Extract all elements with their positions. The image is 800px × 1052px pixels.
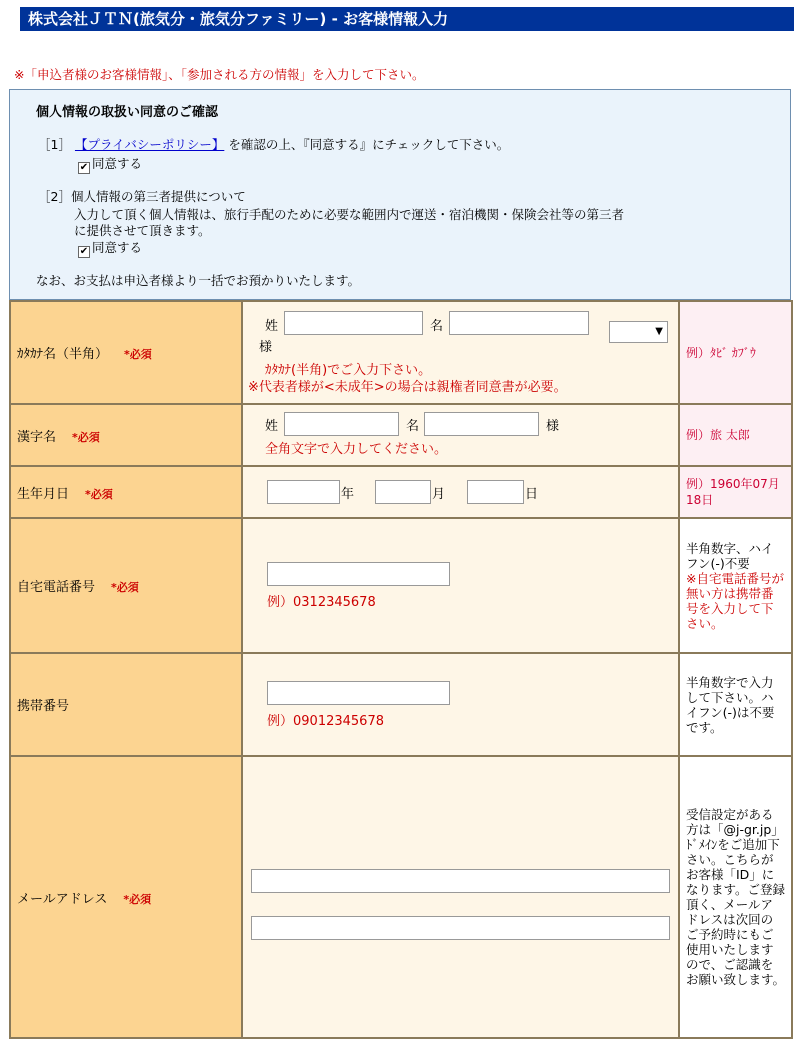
mobile-input-cell: [242, 653, 679, 756]
mobile-example: 例）09012345678: [267, 714, 384, 729]
home-phone-row: [10, 518, 792, 653]
email-confirm-input[interactable]: [251, 916, 670, 940]
home-phone-note: 半角数字、ハイフン(-)不要: [686, 540, 774, 571]
birth-year-label: 年: [341, 487, 355, 502]
kanji-label-cell: [10, 404, 242, 466]
kanji-row: [10, 404, 792, 466]
kanji-input-cell: [242, 404, 679, 466]
consent-item-2-line2: に提供させて頂きます。: [74, 223, 211, 238]
kana-sama-label: 様: [259, 340, 273, 355]
birth-month-label: 月: [432, 487, 446, 502]
agree-label-1: 同意する: [92, 156, 143, 171]
kana-example: 例）ﾀﾋﾞ ｶﾌﾞｳ: [679, 301, 792, 404]
required-mark: *必須: [72, 430, 100, 444]
home-phone-note-cell: [679, 518, 792, 653]
kana-label: ｶﾀｶﾅ名（半角）: [17, 347, 109, 362]
consent-heading: 個人情報の取扱い同意のご確認: [36, 105, 219, 120]
birth-year-input[interactable]: [267, 480, 340, 504]
mobile-row: [10, 653, 792, 756]
consent-item-1-prefix: ［1］: [38, 137, 71, 152]
birthdate-row: [10, 466, 792, 518]
email-input-cell: [242, 756, 679, 1038]
chevron-down-icon: ▼: [655, 326, 663, 337]
kanji-sama-label: 様: [546, 419, 560, 434]
required-mark: *必須: [111, 581, 139, 594]
kanji-mei-label: 名: [406, 419, 420, 434]
kanji-mei-input[interactable]: [424, 412, 539, 436]
email-label: メールアドレス: [17, 891, 108, 907]
birthdate-input-cell: [242, 466, 679, 518]
mobile-label-cell: [10, 653, 242, 756]
input-notice: ※「申込者様のお客様情報」、「参加される方の情報」を入力して下さい。: [14, 67, 425, 82]
privacy-policy-link[interactable]: 【プライバシーポリシー】: [74, 137, 225, 152]
home-phone-note-red: ※自宅電話番号が無い方は携帯番号を入力して下さい。: [686, 570, 784, 631]
agree-checkbox-2[interactable]: ✔: [79, 246, 89, 257]
mobile-label: 携帯番号: [17, 699, 70, 714]
payment-note: なお、お支払は申込者様より一括でお預かりいたします。: [36, 273, 361, 288]
consent-box: [9, 89, 791, 300]
kana-sei-label: 姓: [265, 319, 279, 334]
agree-checkbox-1[interactable]: ✔: [79, 162, 89, 173]
email-row: [10, 756, 792, 1038]
birthdate-label: 生年月日: [17, 486, 70, 502]
home-phone-input-cell: [242, 518, 679, 653]
kanji-hint: 全角文字で入力してください。: [265, 442, 448, 457]
birth-day-input[interactable]: [467, 480, 524, 504]
required-mark: *必須: [123, 892, 152, 906]
home-phone-example: 例）0312345678: [267, 595, 376, 610]
kana-mei-label: 名: [430, 319, 444, 334]
minor-consent-hint: ※代表者様が<未成年>の場合は親権者同意書が必要。: [248, 380, 567, 395]
customer-form-table: [9, 300, 793, 1039]
birthdate-example: 例）1960年07月18日: [679, 466, 792, 518]
agree-checkbox-1-row[interactable]: [78, 154, 142, 174]
kanji-example: 例）旅 太郎: [679, 404, 792, 466]
home-phone-input[interactable]: [267, 562, 450, 586]
title-select[interactable]: [609, 321, 668, 343]
email-note: 受信設定がある方は「@j-gr.jp」ﾄﾞﾒｲﾝをご追加下さい。こちらがお客様「ID」になります。ご登録頂く、メールアドレスは次回のご予約時にもご使用いたしますので、ご認識をお願い致します。: [679, 756, 792, 1038]
consent-item-2-title: ［2］個人情報の第三者提供について: [38, 189, 246, 204]
birthdate-label-cell: [10, 466, 242, 518]
kana-hint: ｶﾀｶﾅ(半角)でご入力下さい。: [265, 363, 432, 378]
kana-label-cell: [10, 301, 242, 404]
consent-item-2-line1: 入力して頂く個人情報は、旅行手配のために必要な範囲内で運送・宿泊機関・保険会社等の第三者: [74, 207, 625, 222]
email-input[interactable]: [251, 869, 670, 893]
kanji-sei-input[interactable]: [284, 412, 399, 436]
email-label-cell: [10, 756, 242, 1038]
required-mark: *必須: [124, 348, 152, 361]
consent-item-1-text: を確認の上、『同意する』にチェックして下さい。: [228, 137, 510, 152]
page-title: 株式会社ＪＴＮ(旅気分・旅気分ファミリー) - お客様情報入力: [20, 7, 794, 31]
kana-row: [10, 301, 792, 404]
consent-item-1: [38, 135, 509, 153]
home-phone-label: 自宅電話番号: [17, 580, 96, 595]
birth-month-input[interactable]: [375, 480, 431, 504]
kana-sei-input[interactable]: [284, 311, 423, 335]
kana-mei-input[interactable]: [449, 311, 589, 335]
home-phone-label-cell: [10, 518, 242, 653]
kanji-label: 漢字名: [17, 429, 57, 445]
agree-checkbox-2-row[interactable]: [78, 238, 142, 258]
birth-day-label: 日: [525, 487, 539, 502]
mobile-note: 半角数字で入力して下さい。ハイフン(-)は不要です。: [679, 653, 792, 756]
agree-label-2: 同意する: [92, 240, 143, 255]
kana-input-cell: [242, 301, 679, 404]
required-mark: *必須: [85, 487, 113, 501]
mobile-input[interactable]: [267, 681, 450, 705]
kanji-sei-label: 姓: [265, 419, 279, 434]
